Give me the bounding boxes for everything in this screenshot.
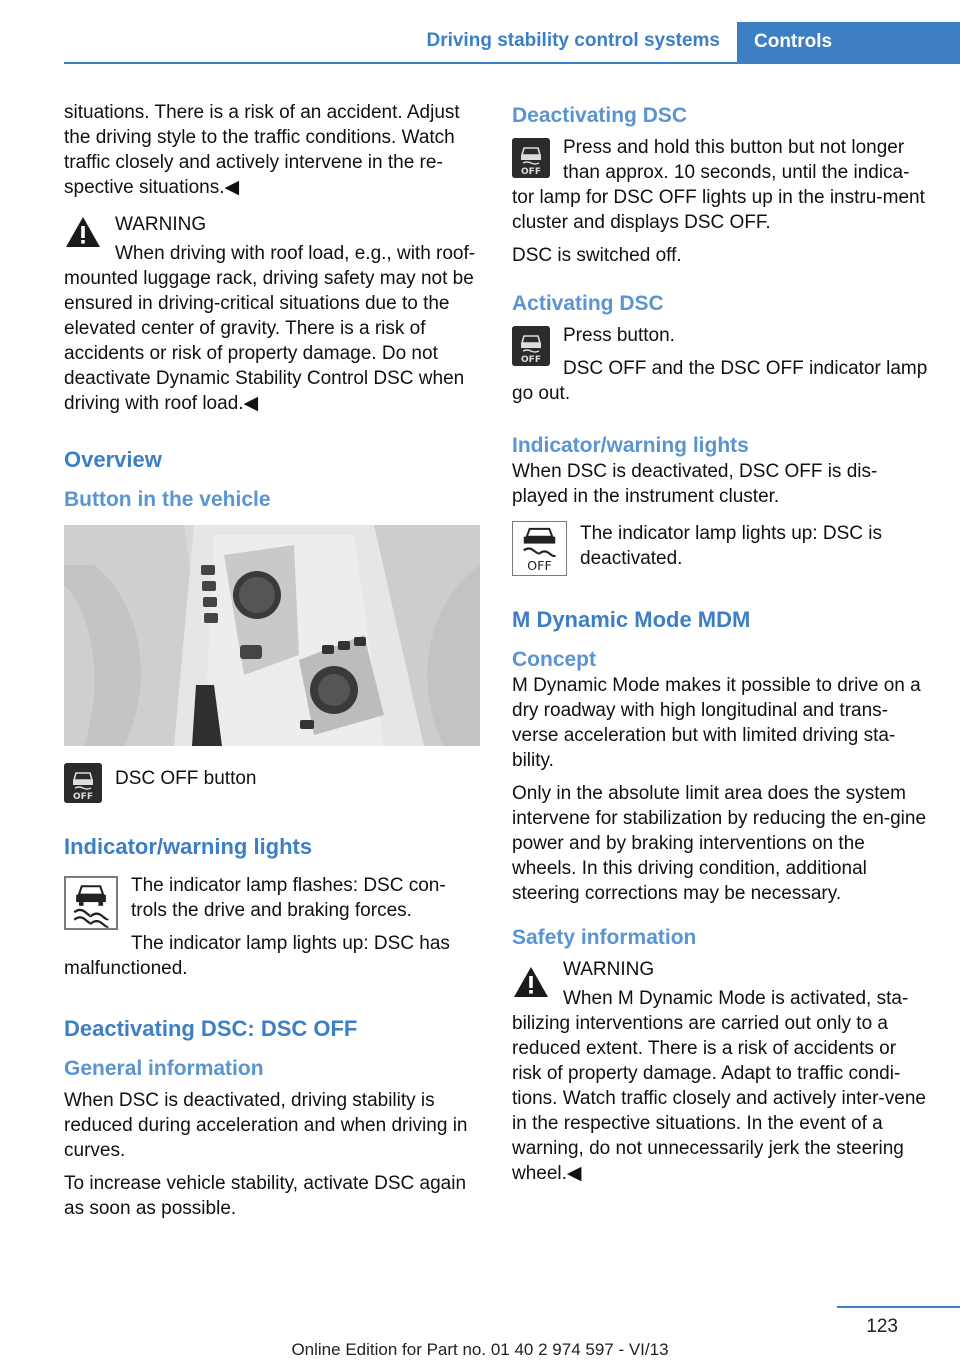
- left-column: [64, 100, 481, 1229]
- off-label: OFF: [521, 167, 541, 177]
- warning-label: WARNING: [115, 214, 207, 235]
- button-in-vehicle-heading: Button in the vehicle: [64, 488, 271, 511]
- activate-text-2: DSC OFF and the DSC OFF indicator lamp go out.: [512, 358, 928, 404]
- dsc-off-indicator-lamp-icon: [512, 521, 567, 576]
- off-label: OFF: [73, 792, 93, 802]
- intro-paragraph: situations. There is a risk of an accident. Adjust the driving style to the traffic conditions. Watch traffic closely and actively intervene in the re-spective situations.◀: [64, 102, 460, 198]
- right-indicator-lights-heading: Indicator/warning lights: [512, 434, 749, 457]
- dsc-off-button-icon: [512, 326, 550, 366]
- warning-triangle-icon: [512, 965, 550, 999]
- left-indicator-lights-heading: Indicator/warning lights: [64, 834, 313, 859]
- dsc-indicator-lamp-icon: [64, 876, 118, 930]
- off-label: OFF: [527, 559, 552, 575]
- header-chapter-tab[interactable]: Controls: [737, 22, 960, 64]
- overview-heading: Overview: [64, 447, 162, 472]
- warning-triangle-icon: [64, 215, 102, 249]
- lights-text-malfunction: The indicator lamp lights up: DSC has malfunctioned.: [64, 933, 450, 979]
- activating-dsc-heading: Activating DSC: [512, 292, 664, 315]
- page-number: 123: [866, 1316, 898, 1337]
- general-text-2: To increase vehicle stability, activate DSC again as soon as possible.: [64, 1173, 467, 1219]
- general-information-heading: General information: [64, 1057, 264, 1080]
- concept-text-1: M Dynamic Mode makes it possible to drive on a dry roadway with high longitudinal and trans-verse acceleration but with limited driving sta-bility.: [512, 675, 921, 771]
- activate-instructions: [512, 323, 930, 406]
- dsc-indicator-legend: [64, 873, 481, 981]
- dsc-off-indicator-legend: [512, 521, 930, 580]
- deactivating-dsc-heading: Deactivating DSC: [512, 104, 688, 127]
- button-caption: DSC OFF button: [115, 768, 257, 789]
- deactivate-result: DSC is switched off.: [512, 245, 682, 266]
- deactivate-instructions: [512, 135, 930, 235]
- footer-edition: Online Edition for Part no. 01 40 2 974 597 - VI/13: [291, 1340, 669, 1359]
- m-dynamic-mode-heading: M Dynamic Mode MDM: [512, 607, 751, 632]
- dsc-off-button-legend: [64, 766, 481, 807]
- right-lights-text-1: When DSC is deactivated, DSC OFF is dis-played in the instrument cluster.: [512, 461, 878, 507]
- activate-text-1: Press button.: [563, 325, 675, 346]
- header-section-title: Driving stability control systems: [426, 30, 720, 51]
- concept-text-2: Only in the absolute limit area does the system intervene for stabilization by reducing the en-gine power and by braking interventions on the wheels. In this driving condition, additional steering corrections may be necessary.: [512, 783, 927, 904]
- safety-information-heading: Safety information: [512, 926, 697, 949]
- deactivating-dsc-off-heading: Deactivating DSC: DSC OFF: [64, 1016, 358, 1041]
- right-lights-text-2: The indicator lamp lights up: DSC is deactivated.: [580, 523, 883, 569]
- deactivate-text: Press and hold this button but not longer than approx. 10 seconds, until the indica-tor lamp for DSC OFF lights up in the instru-ment cluster and displays DSC OFF.: [512, 137, 925, 233]
- mdm-warning: [512, 957, 930, 1186]
- off-label: OFF: [521, 355, 541, 365]
- warning-text: When M Dynamic Mode is activated, sta-bilizing interventions are carried out only to a reduced extent. There is a risk of accidents or risk of property damage. Adapt to traffic condi-tions. Watch traffic closely and actively inter-vene in the respective situations. In the event of a warning, do not unnecessarily jerk the steering wheel.◀: [512, 988, 926, 1184]
- warning-text: When driving with roof load, e.g., with roof-mounted luggage rack, driving safety may not be ensured in driving-critical situations due to the elevated center of gravity. There is a risk of accidents or risk of property damage. Do not deactivate Dynamic Stability Control DSC when driving with roof load.◀: [64, 243, 476, 414]
- concept-heading: Concept: [512, 648, 596, 671]
- warning-label: WARNING: [563, 959, 655, 980]
- right-column: [512, 102, 930, 1194]
- lights-text-flashes: The indicator lamp flashes: DSC con-trols the drive and braking forces.: [131, 875, 446, 921]
- dsc-off-button-icon: [64, 763, 102, 803]
- roof-load-warning: [64, 212, 481, 416]
- dsc-off-button-icon: [512, 138, 550, 178]
- footer-rule: [837, 1306, 960, 1308]
- general-text-1: When DSC is deactivated, driving stability is reduced during acceleration and when driving in curves.: [64, 1090, 468, 1161]
- center-console-photo: [64, 525, 480, 746]
